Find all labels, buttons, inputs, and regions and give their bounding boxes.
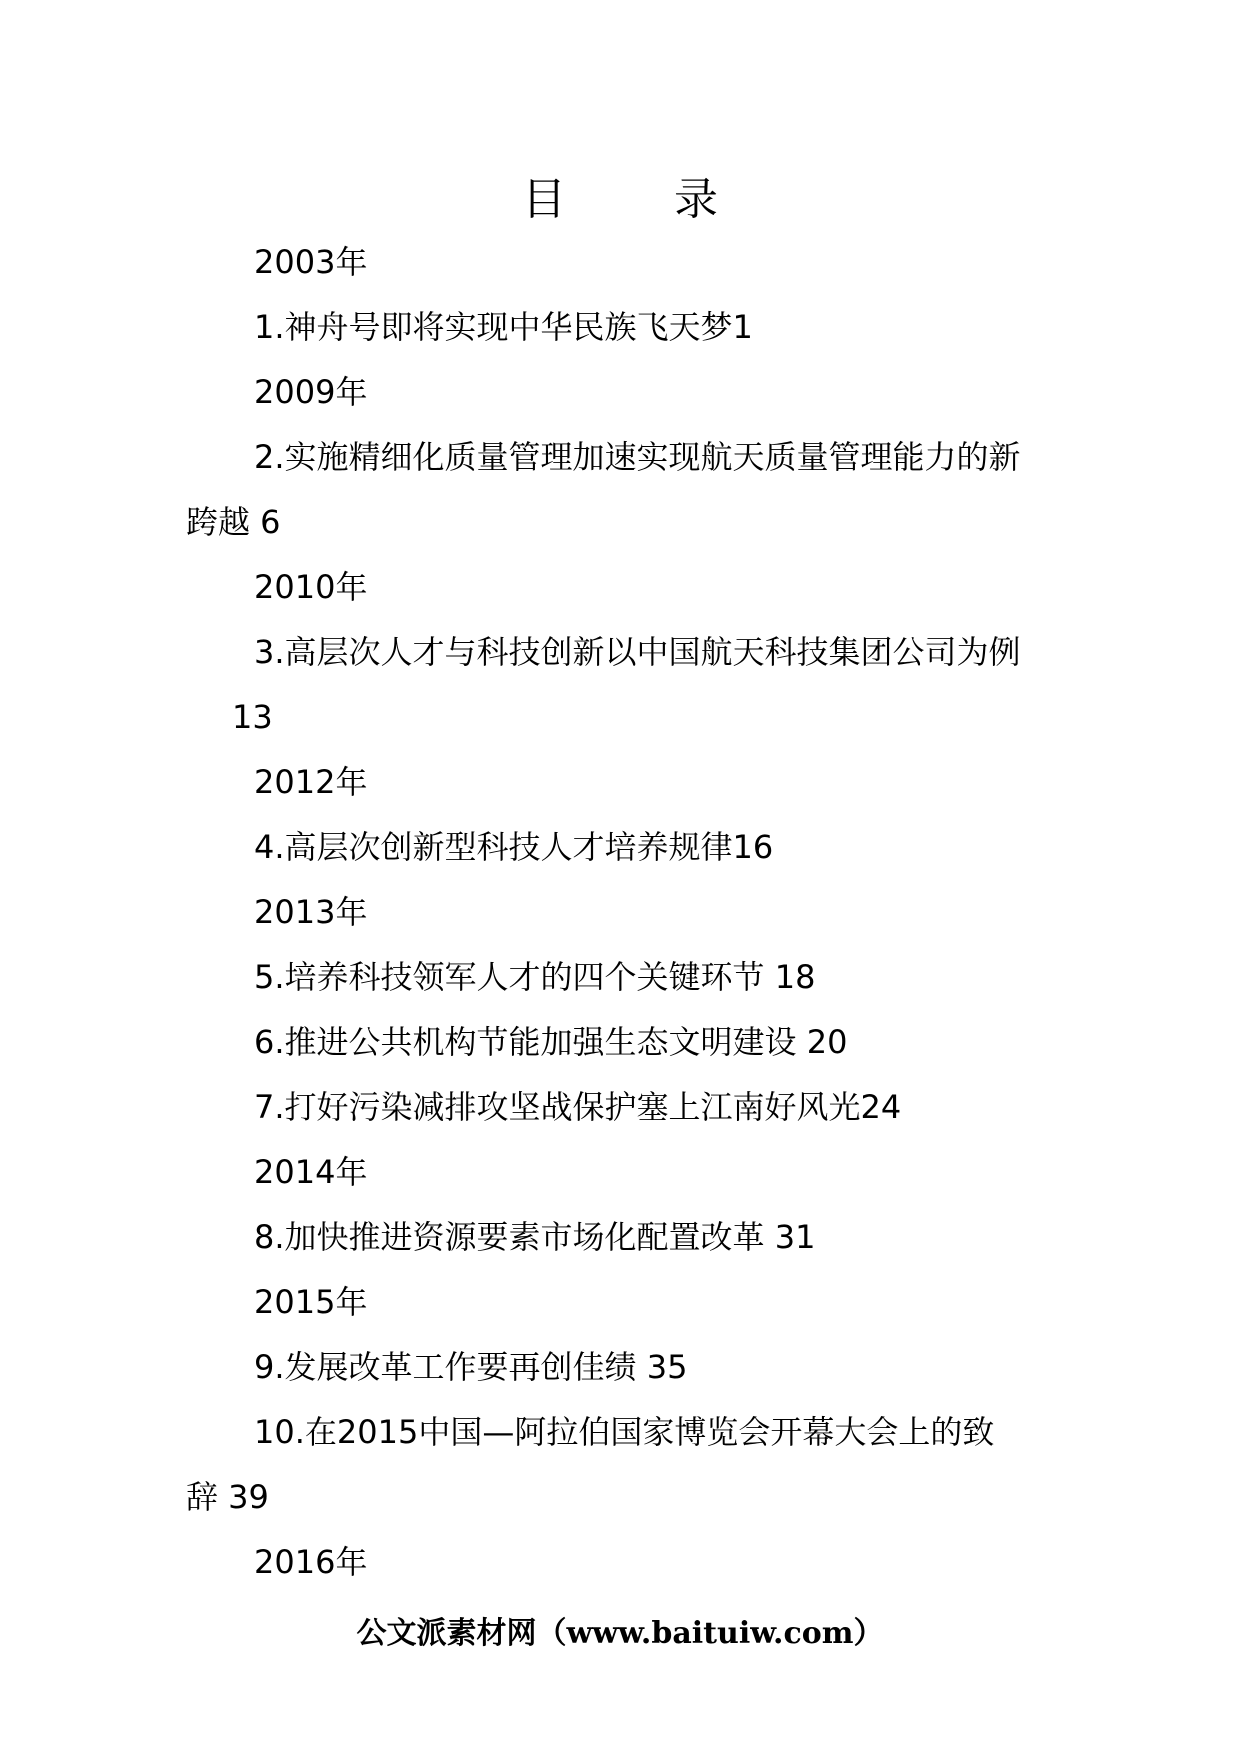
toc-year-2003: 2003年 — [254, 243, 368, 281]
toc-year-2012: 2012年 — [254, 763, 368, 801]
toc-entry-3[interactable]: 3.高层次人才与科技创新以中国航天科技集团公司为例 — [254, 633, 1021, 671]
toc-entry-2[interactable]: 2.实施精细化质量管理加速实现航天质量管理能力的新 — [254, 438, 1021, 476]
toc-entry-4[interactable]: 4.高层次创新型科技人才培养规律16 — [254, 828, 774, 866]
toc-year-2009: 2009年 — [254, 373, 368, 411]
footer-watermark: 公文派素材网（www.baituiw.com） — [356, 1616, 884, 1651]
toc-entry-5[interactable]: 5.培养科技领军人才的四个关键环节 18 — [254, 958, 816, 996]
toc-year-2010: 2010年 — [254, 568, 368, 606]
toc-year-2015: 2015年 — [254, 1283, 368, 1321]
table-of-contents — [186, 230, 1056, 1595]
toc-entry-6[interactable]: 6.推进公共机构节能加强生态文明建设 20 — [254, 1023, 848, 1061]
toc-entry-1[interactable]: 1.神舟号即将实现中华民族飞天梦1 — [254, 308, 753, 346]
toc-entry-7[interactable]: 7.打好污染减排攻坚战保护塞上江南好风光24 — [254, 1088, 902, 1126]
toc-year-2013: 2013年 — [254, 893, 368, 931]
toc-entry-10[interactable]: 10.在2015中国—阿拉伯国家博览会开幕大会上的致 — [254, 1413, 995, 1451]
toc-entry-9[interactable]: 9.发展改革工作要再创佳绩 35 — [254, 1348, 688, 1386]
toc-year-2016: 2016年 — [254, 1543, 368, 1581]
toc-entry-8[interactable]: 8.加快推进资源要素市场化配置改革 31 — [254, 1218, 816, 1256]
toc-entry-3-continuation[interactable]: 13 — [232, 698, 273, 736]
toc-entry-10-continuation[interactable]: 辞 39 — [186, 1478, 269, 1516]
page-title: 目 录 — [522, 174, 750, 225]
toc-entry-2-continuation[interactable]: 跨越 6 — [186, 503, 281, 541]
toc-year-2014: 2014年 — [254, 1153, 368, 1191]
